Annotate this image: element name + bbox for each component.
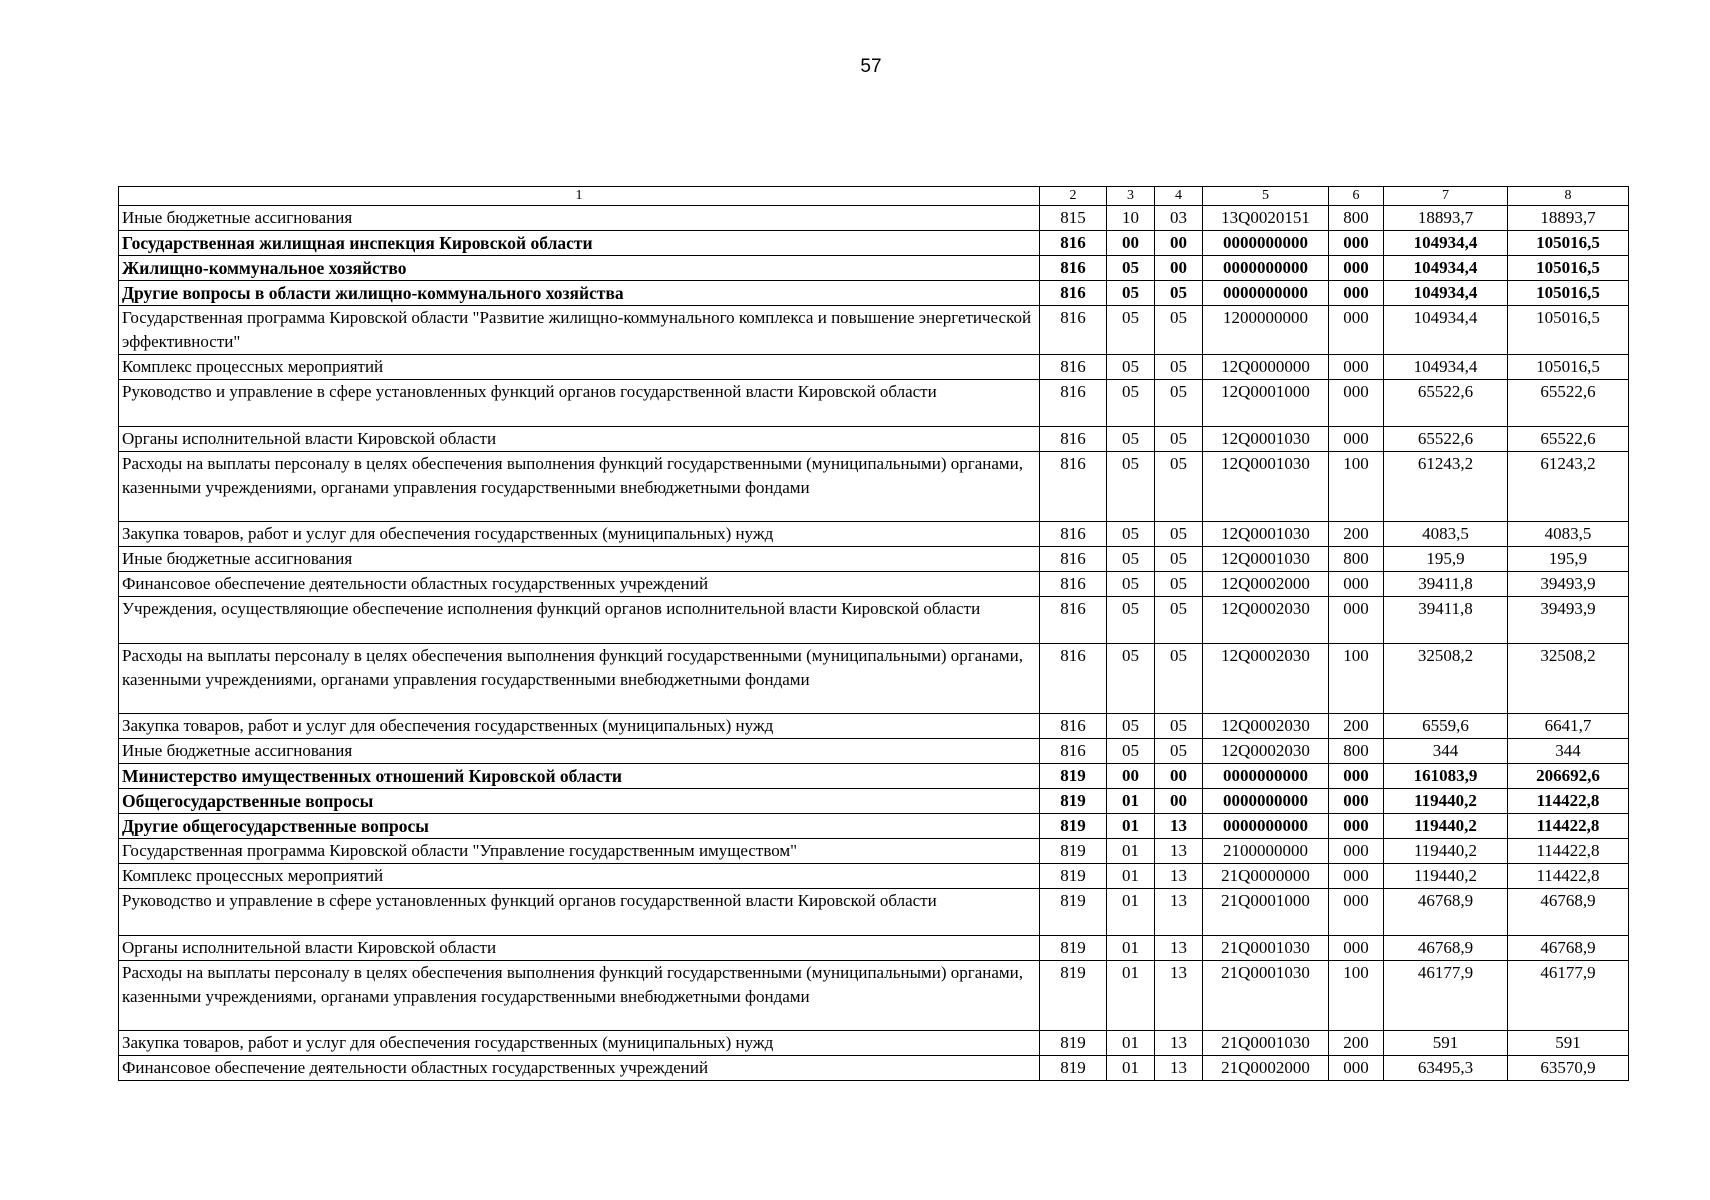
cell-amount-year1: 104934,4 xyxy=(1384,281,1508,306)
cell-subsection: 05 xyxy=(1155,644,1203,714)
cell-target-article: 21Q0002000 xyxy=(1203,1056,1329,1081)
cell-subsection: 00 xyxy=(1155,256,1203,281)
cell-subsection: 13 xyxy=(1155,839,1203,864)
cell-section: 01 xyxy=(1107,961,1155,1031)
cell-name: Государственная жилищная инспекция Кировской области xyxy=(119,231,1040,256)
cell-section: 05 xyxy=(1107,714,1155,739)
table-row xyxy=(119,739,1629,764)
cell-admin-code: 819 xyxy=(1040,789,1107,814)
cell-section: 01 xyxy=(1107,814,1155,839)
cell-amount-year1: 104934,4 xyxy=(1384,306,1508,355)
cell-amount-year2: 114422,8 xyxy=(1508,789,1629,814)
cell-target-article: 13Q0020151 xyxy=(1203,206,1329,231)
cell-expense-type: 000 xyxy=(1329,597,1384,644)
cell-amount-year1: 119440,2 xyxy=(1384,864,1508,889)
cell-expense-type: 000 xyxy=(1329,1056,1384,1081)
cell-admin-code: 819 xyxy=(1040,936,1107,961)
cell-section: 05 xyxy=(1107,572,1155,597)
cell-subsection: 00 xyxy=(1155,231,1203,256)
cell-name: Иные бюджетные ассигнования xyxy=(119,739,1040,764)
cell-amount-year2: 105016,5 xyxy=(1508,355,1629,380)
cell-name: Руководство и управление в сфере установленных функций органов государственной власти Кировской области xyxy=(119,380,1040,427)
cell-admin-code: 816 xyxy=(1040,739,1107,764)
cell-section: 01 xyxy=(1107,889,1155,936)
budget-table xyxy=(118,186,1629,1081)
cell-amount-year1: 119440,2 xyxy=(1384,814,1508,839)
cell-subsection: 05 xyxy=(1155,522,1203,547)
header-col-4: 4 xyxy=(1155,187,1203,206)
cell-amount-year1: 161083,9 xyxy=(1384,764,1508,789)
cell-amount-year2: 105016,5 xyxy=(1508,306,1629,355)
cell-subsection: 05 xyxy=(1155,355,1203,380)
cell-amount-year2: 63570,9 xyxy=(1508,1056,1629,1081)
cell-amount-year1: 39411,8 xyxy=(1384,597,1508,644)
cell-target-article: 12Q0002030 xyxy=(1203,644,1329,714)
cell-expense-type: 200 xyxy=(1329,522,1384,547)
cell-amount-year2: 195,9 xyxy=(1508,547,1629,572)
header-col-7: 7 xyxy=(1384,187,1508,206)
table-row xyxy=(119,1056,1629,1081)
cell-target-article: 12Q0002030 xyxy=(1203,739,1329,764)
cell-amount-year1: 591 xyxy=(1384,1031,1508,1056)
cell-amount-year2: 39493,9 xyxy=(1508,572,1629,597)
cell-name: Иные бюджетные ассигнования xyxy=(119,547,1040,572)
cell-expense-type: 100 xyxy=(1329,452,1384,522)
cell-amount-year2: 61243,2 xyxy=(1508,452,1629,522)
table-row xyxy=(119,814,1629,839)
cell-target-article: 21Q0000000 xyxy=(1203,864,1329,889)
cell-admin-code: 816 xyxy=(1040,256,1107,281)
cell-section: 05 xyxy=(1107,306,1155,355)
cell-section: 00 xyxy=(1107,231,1155,256)
cell-name: Министерство имущественных отношений Кировской области xyxy=(119,764,1040,789)
cell-section: 01 xyxy=(1107,1056,1155,1081)
cell-subsection: 05 xyxy=(1155,572,1203,597)
cell-subsection: 05 xyxy=(1155,452,1203,522)
cell-amount-year2: 105016,5 xyxy=(1508,256,1629,281)
cell-target-article: 12Q0001030 xyxy=(1203,427,1329,452)
table-row xyxy=(119,764,1629,789)
cell-amount-year2: 46177,9 xyxy=(1508,961,1629,1031)
table-row xyxy=(119,789,1629,814)
cell-admin-code: 816 xyxy=(1040,380,1107,427)
table-row xyxy=(119,206,1629,231)
cell-section: 05 xyxy=(1107,281,1155,306)
cell-admin-code: 819 xyxy=(1040,864,1107,889)
cell-expense-type: 000 xyxy=(1329,380,1384,427)
cell-expense-type: 000 xyxy=(1329,764,1384,789)
cell-subsection: 03 xyxy=(1155,206,1203,231)
cell-amount-year2: 65522,6 xyxy=(1508,427,1629,452)
table-row xyxy=(119,839,1629,864)
cell-amount-year1: 195,9 xyxy=(1384,547,1508,572)
cell-expense-type: 100 xyxy=(1329,961,1384,1031)
cell-amount-year1: 104934,4 xyxy=(1384,256,1508,281)
table-row xyxy=(119,936,1629,961)
table-header xyxy=(119,187,1629,206)
cell-target-article: 21Q0001030 xyxy=(1203,961,1329,1031)
cell-subsection: 05 xyxy=(1155,714,1203,739)
cell-amount-year2: 591 xyxy=(1508,1031,1629,1056)
cell-admin-code: 819 xyxy=(1040,961,1107,1031)
cell-expense-type: 200 xyxy=(1329,714,1384,739)
cell-expense-type: 000 xyxy=(1329,231,1384,256)
cell-admin-code: 816 xyxy=(1040,547,1107,572)
cell-name: Другие вопросы в области жилищно-коммунального хозяйства xyxy=(119,281,1040,306)
cell-subsection: 13 xyxy=(1155,936,1203,961)
cell-name: Органы исполнительной власти Кировской области xyxy=(119,936,1040,961)
cell-amount-year1: 46768,9 xyxy=(1384,936,1508,961)
cell-amount-year2: 105016,5 xyxy=(1508,281,1629,306)
table-row xyxy=(119,961,1629,1031)
cell-amount-year1: 344 xyxy=(1384,739,1508,764)
cell-subsection: 05 xyxy=(1155,306,1203,355)
cell-name: Другие общегосударственные вопросы xyxy=(119,814,1040,839)
cell-amount-year2: 18893,7 xyxy=(1508,206,1629,231)
table-row xyxy=(119,231,1629,256)
table-row xyxy=(119,522,1629,547)
cell-name: Общегосударственные вопросы xyxy=(119,789,1040,814)
cell-admin-code: 816 xyxy=(1040,572,1107,597)
cell-expense-type: 000 xyxy=(1329,306,1384,355)
table-row xyxy=(119,1031,1629,1056)
table-row xyxy=(119,644,1629,714)
cell-amount-year1: 119440,2 xyxy=(1384,789,1508,814)
cell-amount-year2: 46768,9 xyxy=(1508,889,1629,936)
cell-expense-type: 000 xyxy=(1329,889,1384,936)
cell-expense-type: 000 xyxy=(1329,355,1384,380)
cell-name: Комплекс процессных мероприятий xyxy=(119,864,1040,889)
cell-subsection: 13 xyxy=(1155,1056,1203,1081)
cell-subsection: 05 xyxy=(1155,597,1203,644)
cell-target-article: 21Q0001030 xyxy=(1203,1031,1329,1056)
cell-admin-code: 819 xyxy=(1040,839,1107,864)
cell-amount-year2: 206692,6 xyxy=(1508,764,1629,789)
cell-name: Государственная программа Кировской области "Развитие жилищно-коммунального комплекса и повышение энергетической эффективности" xyxy=(119,306,1040,355)
cell-target-article: 12Q0002030 xyxy=(1203,597,1329,644)
cell-amount-year1: 119440,2 xyxy=(1384,839,1508,864)
cell-section: 05 xyxy=(1107,522,1155,547)
cell-name: Расходы на выплаты персоналу в целях обеспечения выполнения функций государственными (муниципальными) органами, казенными учреждениями, органами управления государственными внебюджетными фондами xyxy=(119,452,1040,522)
cell-amount-year1: 104934,4 xyxy=(1384,231,1508,256)
cell-section: 01 xyxy=(1107,1031,1155,1056)
header-col-3: 3 xyxy=(1107,187,1155,206)
cell-subsection: 13 xyxy=(1155,961,1203,1031)
cell-section: 00 xyxy=(1107,764,1155,789)
cell-section: 01 xyxy=(1107,936,1155,961)
cell-subsection: 05 xyxy=(1155,547,1203,572)
cell-section: 05 xyxy=(1107,597,1155,644)
cell-target-article: 0000000000 xyxy=(1203,231,1329,256)
cell-admin-code: 819 xyxy=(1040,1031,1107,1056)
cell-subsection: 13 xyxy=(1155,864,1203,889)
cell-target-article: 21Q0001030 xyxy=(1203,936,1329,961)
cell-expense-type: 000 xyxy=(1329,864,1384,889)
cell-expense-type: 800 xyxy=(1329,206,1384,231)
cell-subsection: 00 xyxy=(1155,764,1203,789)
cell-name: Расходы на выплаты персоналу в целях обеспечения выполнения функций государственными (муниципальными) органами, казенными учреждениями, органами управления государственными внебюджетными фондами xyxy=(119,644,1040,714)
cell-section: 01 xyxy=(1107,789,1155,814)
cell-amount-year1: 104934,4 xyxy=(1384,355,1508,380)
cell-amount-year1: 4083,5 xyxy=(1384,522,1508,547)
table-row xyxy=(119,597,1629,644)
header-row xyxy=(119,187,1629,206)
cell-expense-type: 800 xyxy=(1329,739,1384,764)
cell-amount-year2: 39493,9 xyxy=(1508,597,1629,644)
cell-admin-code: 819 xyxy=(1040,814,1107,839)
cell-admin-code: 816 xyxy=(1040,281,1107,306)
cell-name: Учреждения, осуществляющие обеспечение исполнения функций органов исполнительной власти Кировской области xyxy=(119,597,1040,644)
cell-amount-year1: 65522,6 xyxy=(1384,380,1508,427)
cell-section: 05 xyxy=(1107,256,1155,281)
cell-section: 05 xyxy=(1107,380,1155,427)
cell-amount-year1: 18893,7 xyxy=(1384,206,1508,231)
cell-amount-year2: 46768,9 xyxy=(1508,936,1629,961)
cell-subsection: 05 xyxy=(1155,281,1203,306)
cell-admin-code: 816 xyxy=(1040,427,1107,452)
cell-section: 05 xyxy=(1107,644,1155,714)
cell-name: Государственная программа Кировской области "Управление государственным имуществом" xyxy=(119,839,1040,864)
table-row xyxy=(119,380,1629,427)
cell-name: Комплекс процессных мероприятий xyxy=(119,355,1040,380)
cell-admin-code: 819 xyxy=(1040,1056,1107,1081)
cell-target-article: 12Q0001030 xyxy=(1203,452,1329,522)
cell-expense-type: 000 xyxy=(1329,839,1384,864)
cell-target-article: 21Q0001000 xyxy=(1203,889,1329,936)
cell-expense-type: 000 xyxy=(1329,256,1384,281)
cell-target-article: 0000000000 xyxy=(1203,281,1329,306)
table-row xyxy=(119,427,1629,452)
cell-amount-year2: 114422,8 xyxy=(1508,814,1629,839)
cell-name: Иные бюджетные ассигнования xyxy=(119,206,1040,231)
cell-name: Органы исполнительной власти Кировской области xyxy=(119,427,1040,452)
table-row xyxy=(119,889,1629,936)
table-row xyxy=(119,572,1629,597)
cell-subsection: 00 xyxy=(1155,789,1203,814)
table-row xyxy=(119,355,1629,380)
cell-amount-year1: 61243,2 xyxy=(1384,452,1508,522)
cell-expense-type: 100 xyxy=(1329,644,1384,714)
table-row xyxy=(119,306,1629,355)
cell-subsection: 05 xyxy=(1155,427,1203,452)
cell-target-article: 0000000000 xyxy=(1203,789,1329,814)
cell-admin-code: 819 xyxy=(1040,889,1107,936)
cell-target-article: 0000000000 xyxy=(1203,764,1329,789)
cell-target-article: 1200000000 xyxy=(1203,306,1329,355)
cell-section: 01 xyxy=(1107,864,1155,889)
cell-name: Расходы на выплаты персоналу в целях обеспечения выполнения функций государственными (муниципальными) органами, казенными учреждениями, органами управления государственными внебюджетными фондами xyxy=(119,961,1040,1031)
cell-amount-year2: 6641,7 xyxy=(1508,714,1629,739)
cell-amount-year2: 114422,8 xyxy=(1508,839,1629,864)
cell-target-article: 12Q0000000 xyxy=(1203,355,1329,380)
cell-amount-year1: 63495,3 xyxy=(1384,1056,1508,1081)
cell-target-article: 12Q0002000 xyxy=(1203,572,1329,597)
cell-section: 05 xyxy=(1107,452,1155,522)
cell-admin-code: 819 xyxy=(1040,764,1107,789)
cell-section: 05 xyxy=(1107,427,1155,452)
cell-expense-type: 000 xyxy=(1329,281,1384,306)
cell-admin-code: 816 xyxy=(1040,644,1107,714)
cell-amount-year1: 32508,2 xyxy=(1384,644,1508,714)
page-number: 57 xyxy=(860,56,882,77)
cell-section: 05 xyxy=(1107,547,1155,572)
cell-admin-code: 816 xyxy=(1040,714,1107,739)
cell-target-article: 12Q0001030 xyxy=(1203,522,1329,547)
cell-subsection: 13 xyxy=(1155,1031,1203,1056)
cell-target-article: 12Q0001030 xyxy=(1203,547,1329,572)
cell-amount-year2: 65522,6 xyxy=(1508,380,1629,427)
cell-subsection: 05 xyxy=(1155,739,1203,764)
header-col-1: 1 xyxy=(119,187,1040,206)
cell-admin-code: 816 xyxy=(1040,306,1107,355)
table-row xyxy=(119,452,1629,522)
cell-expense-type: 000 xyxy=(1329,936,1384,961)
cell-subsection: 05 xyxy=(1155,380,1203,427)
table-row xyxy=(119,256,1629,281)
cell-expense-type: 000 xyxy=(1329,814,1384,839)
cell-admin-code: 816 xyxy=(1040,452,1107,522)
cell-amount-year1: 46768,9 xyxy=(1384,889,1508,936)
cell-amount-year2: 105016,5 xyxy=(1508,231,1629,256)
cell-section: 01 xyxy=(1107,839,1155,864)
cell-name: Закупка товаров, работ и услуг для обеспечения государственных (муниципальных) нужд xyxy=(119,714,1040,739)
cell-target-article: 0000000000 xyxy=(1203,256,1329,281)
table-row xyxy=(119,864,1629,889)
header-col-2: 2 xyxy=(1040,187,1107,206)
cell-name: Закупка товаров, работ и услуг для обеспечения государственных (муниципальных) нужд xyxy=(119,1031,1040,1056)
header-col-8: 8 xyxy=(1508,187,1629,206)
cell-expense-type: 200 xyxy=(1329,1031,1384,1056)
cell-name: Финансовое обеспечение деятельности областных государственных учреждений xyxy=(119,572,1040,597)
cell-amount-year2: 32508,2 xyxy=(1508,644,1629,714)
cell-amount-year2: 114422,8 xyxy=(1508,864,1629,889)
cell-amount-year1: 6559,6 xyxy=(1384,714,1508,739)
cell-section: 05 xyxy=(1107,739,1155,764)
cell-subsection: 13 xyxy=(1155,889,1203,936)
cell-admin-code: 815 xyxy=(1040,206,1107,231)
cell-target-article: 2100000000 xyxy=(1203,839,1329,864)
cell-admin-code: 816 xyxy=(1040,355,1107,380)
table-body xyxy=(119,206,1629,1081)
cell-amount-year1: 46177,9 xyxy=(1384,961,1508,1031)
cell-admin-code: 816 xyxy=(1040,231,1107,256)
cell-name: Жилищно-коммунальное хозяйство xyxy=(119,256,1040,281)
cell-name: Закупка товаров, работ и услуг для обеспечения государственных (муниципальных) нужд xyxy=(119,522,1040,547)
cell-expense-type: 000 xyxy=(1329,572,1384,597)
cell-name: Руководство и управление в сфере установленных функций органов государственной власти Кировской области xyxy=(119,889,1040,936)
cell-amount-year1: 65522,6 xyxy=(1384,427,1508,452)
cell-amount-year2: 4083,5 xyxy=(1508,522,1629,547)
table-row xyxy=(119,714,1629,739)
cell-name: Финансовое обеспечение деятельности областных государственных учреждений xyxy=(119,1056,1040,1081)
cell-expense-type: 000 xyxy=(1329,427,1384,452)
cell-section: 10 xyxy=(1107,206,1155,231)
header-col-6: 6 xyxy=(1329,187,1384,206)
table-row xyxy=(119,281,1629,306)
cell-expense-type: 800 xyxy=(1329,547,1384,572)
header-col-5: 5 xyxy=(1203,187,1329,206)
cell-section: 05 xyxy=(1107,355,1155,380)
cell-admin-code: 816 xyxy=(1040,597,1107,644)
table-row xyxy=(119,547,1629,572)
cell-target-article: 12Q0002030 xyxy=(1203,714,1329,739)
cell-target-article: 12Q0001000 xyxy=(1203,380,1329,427)
cell-subsection: 13 xyxy=(1155,814,1203,839)
cell-amount-year1: 39411,8 xyxy=(1384,572,1508,597)
cell-expense-type: 000 xyxy=(1329,789,1384,814)
cell-amount-year2: 344 xyxy=(1508,739,1629,764)
cell-admin-code: 816 xyxy=(1040,522,1107,547)
cell-target-article: 0000000000 xyxy=(1203,814,1329,839)
